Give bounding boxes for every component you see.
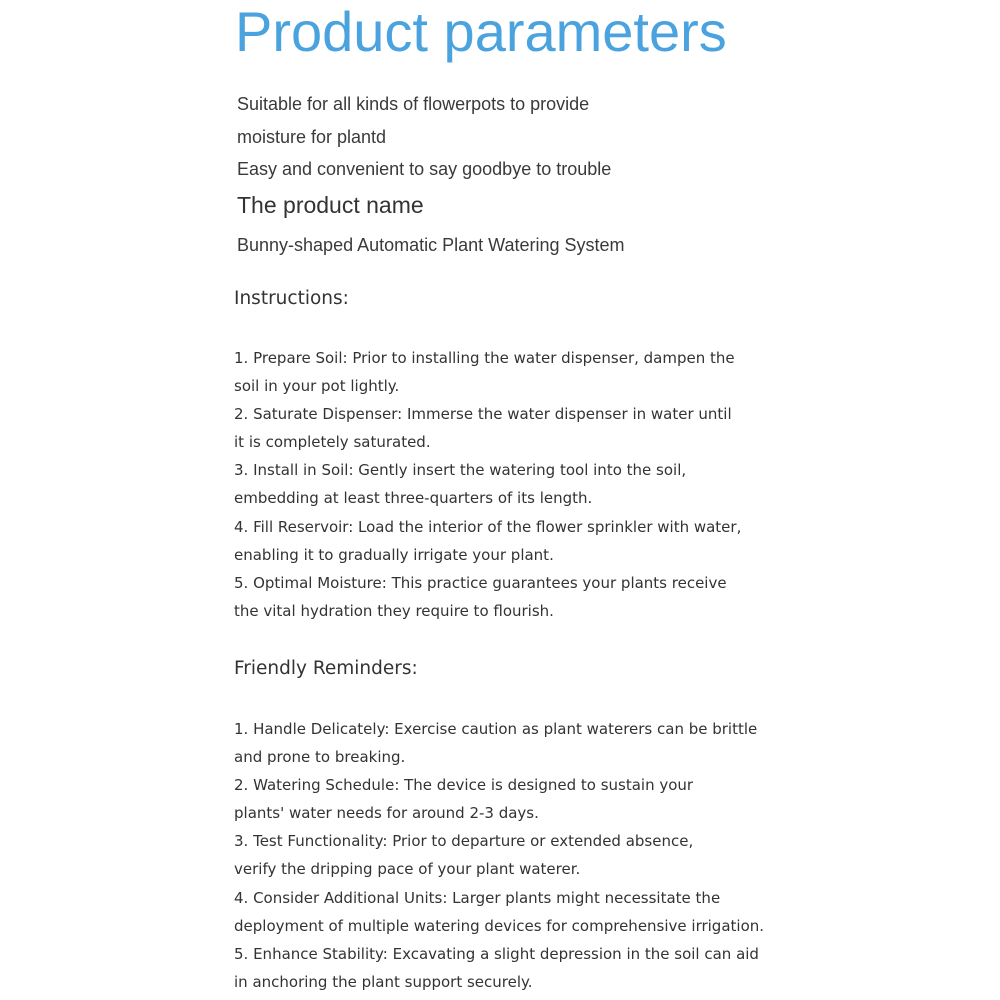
instruction-item: 1. Prepare Soil: Prior to installing the water dispenser, dampen the soil in your pot lightly. <box>234 349 735 396</box>
instruction-item: 2. Saturate Dispenser: Immerse the water dispenser in water until it is completely saturated. <box>234 405 732 452</box>
page-title: Product parameters <box>235 0 727 63</box>
product-name-value: Bunny-shaped Automatic Plant Watering System <box>237 235 625 255</box>
instructions-list <box>234 344 741 625</box>
intro-line: Suitable for all kinds of flowerpots to provide <box>237 94 590 114</box>
instruction-item: 4. Fill Reservoir: Load the interior of the flower sprinkler with water, enabling it to gradually irrigate your plant. <box>234 517 742 564</box>
reminders-list <box>234 715 764 996</box>
instructions-heading: Instructions: <box>234 288 349 309</box>
reminder-item: 5. Enhance Stability: Excavating a slight depression in the soil can aid in anchoring the plant support securely. <box>234 944 759 991</box>
reminder-item: 2. Watering Schedule: The device is designed to sustain your plants' water needs for around 2-3 days. <box>234 776 694 823</box>
reminders-heading: Friendly Reminders: <box>234 658 418 679</box>
intro-lines <box>237 88 611 186</box>
reminder-item: 3. Test Functionality: Prior to departure or extended absence, verify the dripping pace of your plant waterer. <box>234 832 694 879</box>
instruction-item: 3. Install in Soil: Gently insert the watering tool into the soil, embedding at least three-quarters of its length. <box>234 461 687 508</box>
product-name-heading: The product name <box>237 192 424 218</box>
instruction-item: 5. Optimal Moisture: This practice guarantees your plants receive the vital hydration they require to flourish. <box>234 573 727 620</box>
reminder-item: 4. Consider Additional Units: Larger plants might necessitate the deployment of multiple watering devices for comprehensive irrigation. <box>234 888 765 935</box>
intro-line: Easy and convenient to say goodbye to trouble <box>237 159 612 179</box>
intro-line: moisture for plantd <box>237 126 387 147</box>
reminder-item: 1. Handle Delicately: Exercise caution as plant waterers can be brittle and prone to breaking. <box>234 720 758 767</box>
